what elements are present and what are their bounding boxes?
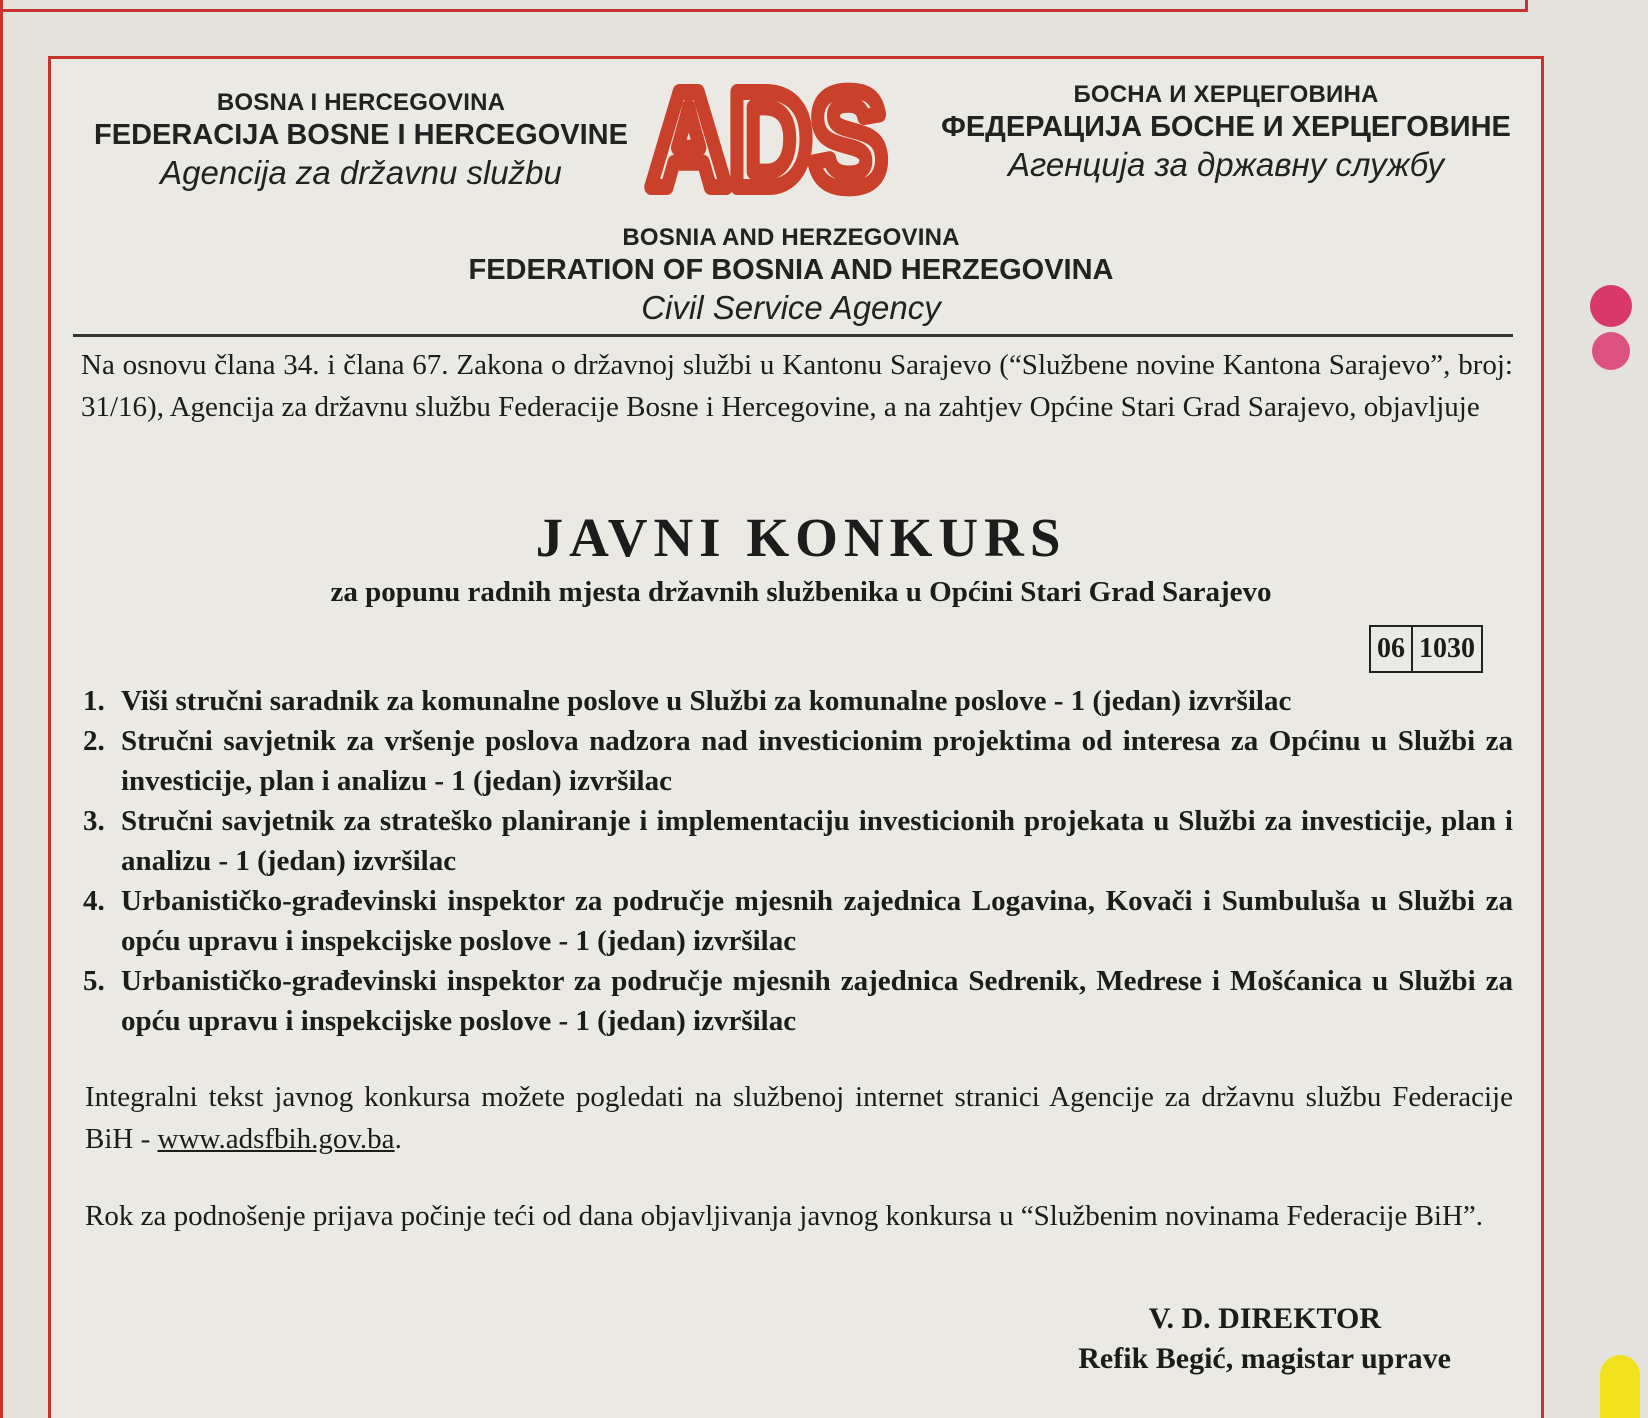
agency-website-link[interactable]: www.adsfbih.gov.ba <box>157 1123 395 1155</box>
header-cyrillic-country: БОСНА И ХЕРЦЕГОВИНА <box>1073 81 1379 108</box>
pink-marker-dot <box>1590 285 1632 327</box>
position-text: Viši stručni saradnik za komunalne poslove u Službi za komunalne poslove - 1 (jedan) izvršilac <box>121 685 1292 717</box>
job-ad <box>48 56 1544 1418</box>
integral-end: . <box>394 1123 402 1155</box>
ad-subtitle: za popunu radnih mjesta državnih službenika u Općini Stari Grad Sarajevo <box>330 576 1272 608</box>
position-text: Stručni savjetnik za vršenje poslova nadzora nad investicionim projektima od interesa za Općinu u Službi za investicije, plan i analizu - 1 (jedan) izvršilac <box>121 725 1513 797</box>
header-cyrillic-federation: ФЕДЕРАЦИЈА БОСНЕ И ХЕРЦЕГОВИНЕ <box>941 111 1511 143</box>
signature-title: V. D. DIREKTOR <box>1148 1302 1381 1335</box>
integral-text: Integralni tekst javnog konkursa možete pogledati na službenoj internet stranici Agencije za državnu službu Federacije BiH - <box>85 1081 1513 1155</box>
position-item <box>83 801 1513 881</box>
position-item <box>83 721 1513 801</box>
position-number: 4. <box>83 885 105 917</box>
ad-title: JAVNI KONKURS <box>535 507 1067 568</box>
ads-logo <box>637 63 897 217</box>
position-text: Urbanističko-građevinski inspektor za područje mjesnih zajednica Logavina, Kovači i Sumbuluša u Službi za opću upravu i inspekcijske poslove - 1 (jedan) izvršilac <box>121 885 1513 957</box>
header-latin-federation: FEDERACIJA BOSNE I HERCEGOVINE <box>94 119 628 151</box>
header-cyrillic-agency: Агенција за државну службу <box>1008 146 1444 183</box>
header-english-federation: FEDERATION OF BOSNIA AND HERZEGOVINA <box>468 254 1114 286</box>
header-english-country: BOSNIA AND HERZEGOVINA <box>622 224 960 251</box>
header-latin <box>81 89 641 192</box>
intro-paragraph: Na osnovu člana 34. i člana 67. Zakona o državnoj službi u Kantonu Sarajevo (“Službene novine Kantona Sarajevo”, broj: 31/16), Agencija za državnu službu Federacije Bosne i Hercegovine, a na zahtjev Općine Stari Grad Sarajevo, objavljuje <box>81 349 1513 423</box>
position-item <box>83 961 1513 1041</box>
ad-code-part1: 06 <box>1371 627 1413 671</box>
position-number: 5. <box>83 965 105 997</box>
yellow-marker-dot <box>1600 1355 1640 1418</box>
header-latin-country: BOSNA I HERCEGOVINA <box>216 89 506 116</box>
previous-ad-frame <box>0 0 1528 12</box>
position-number: 1. <box>83 685 105 717</box>
ad-code-box <box>1369 625 1483 673</box>
header-latin-agency: Agencija za državnu službu <box>160 154 562 191</box>
pink-marker-dot <box>1592 332 1630 370</box>
signature-name: Refik Begić, magistar uprave <box>1078 1342 1451 1375</box>
ad-code-part2: 1030 <box>1419 633 1475 664</box>
position-text: Urbanističko-građevinski inspektor za područje mjesnih zajednica Sedrenik, Medrese i Mošćanica u Službi za opću upravu i inspekcijske poslove - 1 (jedan) izvršilac <box>121 965 1513 1037</box>
ads-logo-text: ADS <box>648 63 886 217</box>
page-edge-line <box>0 0 3 1418</box>
signature-block <box>951 1299 1451 1379</box>
header-divider <box>73 334 1513 337</box>
header-english-agency: Civil Service Agency <box>641 289 941 326</box>
position-item <box>83 881 1513 961</box>
position-number: 3. <box>83 805 105 837</box>
positions-list <box>83 681 1513 1041</box>
position-number: 2. <box>83 725 105 757</box>
integral-text-paragraph <box>85 1076 1513 1160</box>
header-cyrillic <box>921 81 1531 184</box>
position-item <box>83 681 1513 721</box>
position-text: Stručni savjetnik za strateško planiranje i implementaciju investicionih projekata u Službi za investicije, plan i analizu - 1 (jedan) izvršilac <box>121 805 1513 877</box>
deadline-paragraph: Rok za podnošenje prijava počinje teći od dana objavljivanja javnog konkursa u “Službenim novinama Federacije BiH”. <box>85 1200 1484 1232</box>
header-english <box>391 224 1191 327</box>
